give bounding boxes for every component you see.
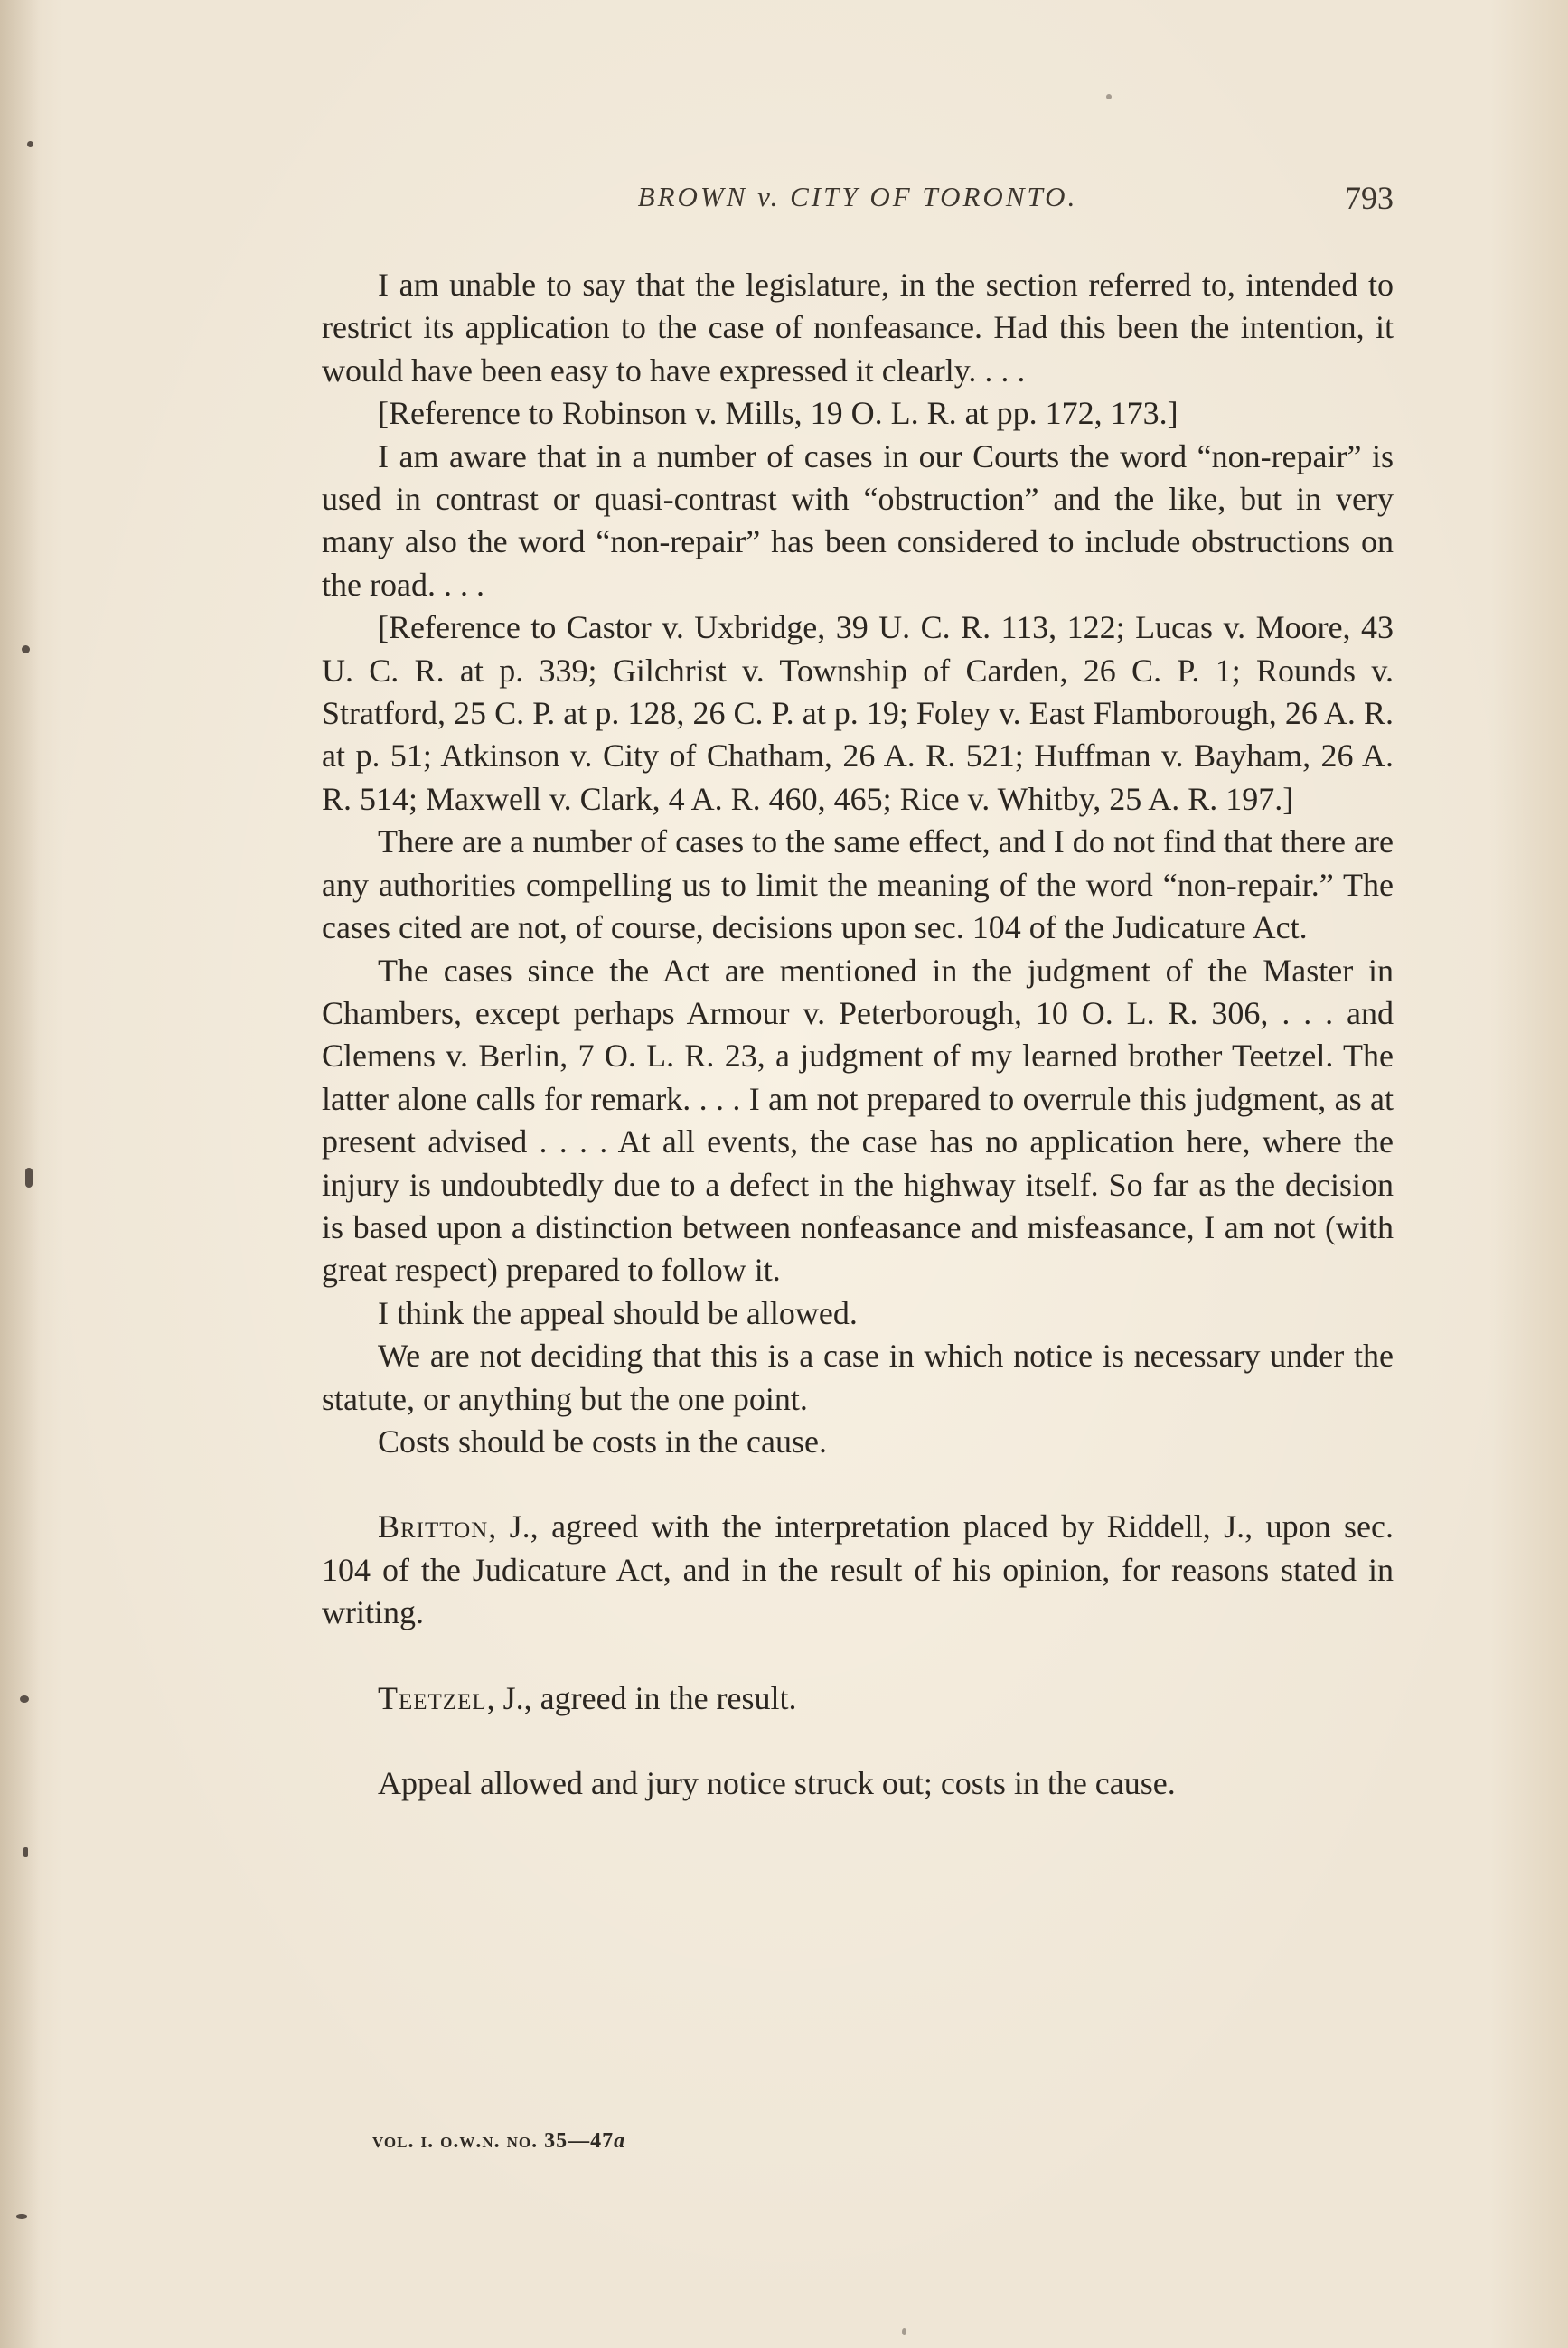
margin-speck [27, 141, 33, 147]
paragraph: [Reference to Robinson v. Mills, 19 O. L. R. at pp. 172, 173.] [378, 395, 1178, 432]
margin-speck [23, 1847, 28, 1857]
judge-name: Teetzel [378, 1679, 487, 1716]
margin-speck [22, 645, 30, 653]
page-speck [1106, 94, 1112, 99]
running-title: BROWN v. CITY OF TORONTO. [637, 181, 1078, 212]
opinion-text: , J., agreed with the interpretation placed by Riddell, J., upon sec. 104 of the Judicature Act, and in the result of his opinion, for reasons stated in writing. [322, 1508, 1394, 1631]
britton-opinion [322, 1506, 1394, 1634]
paragraph: I am unable to say that the legislature, in the section referred to, intended to restrict its application to the case of nonfeasance. Had this been the intention, it would have been easy to have expressed it clearly. . . . [322, 267, 1394, 389]
paragraph: [Reference to Castor v. Uxbridge, 39 U. C. R. 113, 122; Lucas v. Moore, 43 U. C. R. at p. 339; Gilchrist v. Township of Carden, 26 C. P. 1; Rounds v. Stratford, 25 C. P. at p. 128, 26 C. P. at p. 19; Foley v. East Flamborough, 26 A. R. at p. 51; Atkinson v. City of Chatham, 26 A. R. 521; Huffman v. Bayham, 26 A. R. 514; Maxwell v. Clark, 4 A. R. 460, 465; Rice v. Whitby, 25 A. R. 197.] [322, 609, 1394, 817]
page-speck [902, 2328, 906, 2335]
book-spine-shadow [0, 0, 40, 2348]
judge-name: Britton [378, 1508, 489, 1545]
paragraph: Costs should be costs in the cause. [378, 1423, 827, 1460]
margin-speck [20, 1695, 29, 1703]
running-head [322, 181, 1394, 228]
paragraph: We are not deciding that this is a case in which notice is necessary under the statute, or anything but the one point. [322, 1338, 1394, 1417]
paragraph: I think the appeal should be allowed. [378, 1294, 858, 1331]
sheet-letter: a [614, 2129, 626, 2153]
volume-reference: vol. i. o.w.n. no. 35—47 [372, 2129, 615, 2153]
teetzel-opinion [322, 1677, 1394, 1720]
opinion-text: , J., agreed in the result. [486, 1679, 797, 1716]
paragraph: There are a number of cases to the same effect, and I do not find that there are any authorities compelling us to limit the meaning of the word “non-repair.” The cases cited are not, of course, decisions upon sec. 104 of the Judicature Act. [322, 823, 1394, 946]
margin-speck [25, 1168, 33, 1188]
disposition: Appeal allowed and jury notice struck out; costs in the cause. [378, 1765, 1176, 1801]
paragraph: I am aware that in a number of cases in our Courts the word “non-repair” is used in contrast or quasi-contrast with “obstruction” and the like, but in very many also the word “non-repair” has been considered to include obstructions on the road. . . . [322, 437, 1394, 603]
paragraph: The cases since the Act are mentioned in the judgment of the Master in Chambers, except perhaps Armour v. Peterborough, 10 O. L. R. 306, . . . and Clemens v. Berlin, 7 O. L. R. 23, a judgment of my learned brother Teetzel. The latter alone calls for remark. . . . I am not prepared to overrule this judgment, as at present advised . . . . At all events, the case has no application here, where the injury is undoubtedly due to a defect in the highway itself. So far as the decision is based upon a distinction between nonfeasance and misfeasance, I am not (with great respect) prepared to follow it. [322, 952, 1394, 1289]
judgment-body [322, 264, 1394, 1805]
signature-line [372, 2129, 625, 2154]
margin-speck [16, 2214, 27, 2219]
page-number: 793 [1345, 180, 1394, 216]
